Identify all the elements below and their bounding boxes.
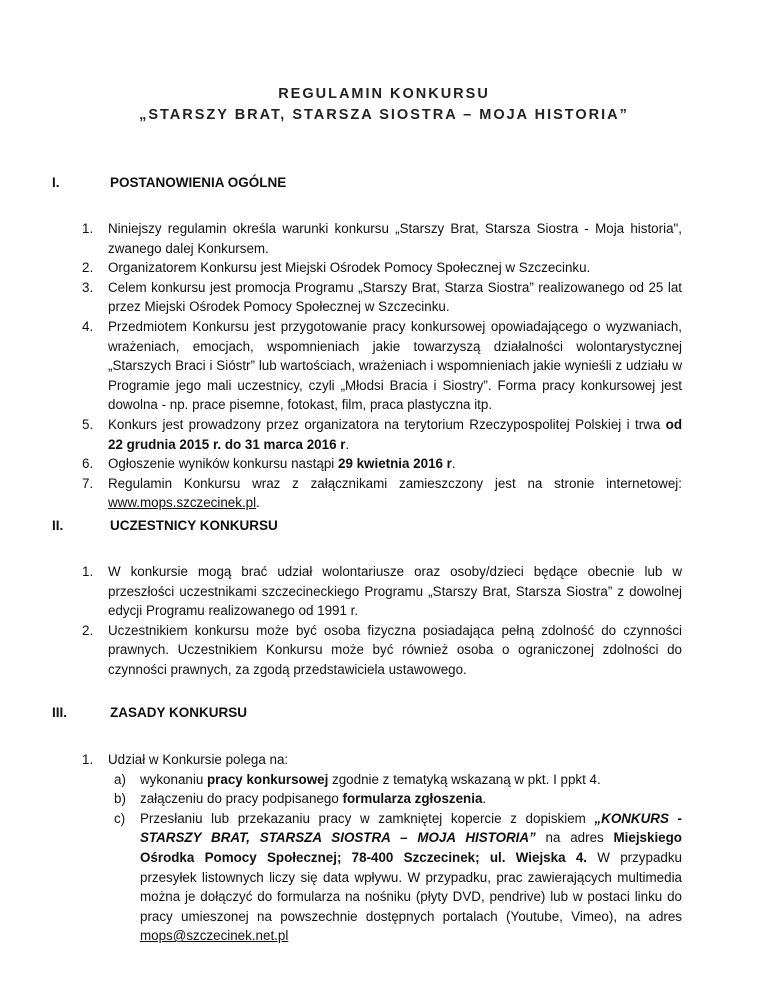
sub-text: Przesłaniu lub przekazaniu pracy w zamkniętej kopercie z dopiskiem [140, 810, 595, 826]
list-item [82, 750, 682, 770]
item-text: Organizatorem Konkursu jest Miejski Ośrodek Pomocy Społecznej w Szczecinku. [108, 260, 591, 276]
item-text: Niniejszy regulamin określa warunki konkursu „Starszy Brat, Starsza Siostra - Moja historia", zwanego dalej Konkursem. [108, 221, 682, 256]
section-3-numeral: III. [52, 705, 68, 720]
section-2-heading: UCZESTNICY KONKURSU [110, 518, 278, 533]
sub-text-end: zgodnie z tematyką wskazaną w pkt. I ppkt 4. [328, 771, 601, 787]
item-text: Przedmiotem Konkursu jest przygotowanie pracy konkursowej opowiadającego o wyzwaniach, wrażeniach, emocjach, wspomnieniach jakie towarzyszą działalności wolontarystycznej „Starszych Braci i Sióstr” lub wartościach, wrażeniach i wspomnieniach jakie wynieśli z udziału w Programie jego mali uczestnicy, czyli „Młodsi Bracia i Siostry”. Forma pracy konkursowej jest dowolna - np. prace pisemne, fotokast, film, praca plastyczna itp. [108, 318, 682, 413]
list-item [82, 621, 682, 680]
list-item [82, 219, 682, 258]
item-text-end: . [256, 495, 260, 511]
item-text: Udział w Konkursie polega na: [108, 752, 289, 767]
sub-text: na adres [535, 830, 614, 846]
item-date: 29 kwietnia 2016 r [338, 456, 452, 472]
sub-text-bold: pracy konkursowej [207, 771, 329, 787]
section-3-heading: ZASADY KONKURSU [110, 705, 248, 720]
list-item [82, 454, 682, 474]
sub-address: Miejskiego Ośrodka Pomocy Społecznej; 78-400 Szczecinek; ul. Wiejska 4. [140, 830, 682, 865]
sublist [82, 770, 682, 946]
list-item [82, 415, 682, 454]
item-text: Ogłoszenie wyników konkursu nastąpi [108, 456, 338, 472]
item-text: W konkursie mogą brać udział wolontariusze oraz osoby/dzieci będące obecnie lub w przeszłości uczestnikami szczecineckiego Programu „Starszy Brat, Starsza Siostra” z dowolnej edycji Programu realizowanego od 1991 r. [108, 564, 682, 619]
document-title-line1: REGULAMIN KONKURSU [278, 86, 490, 102]
sub-text-end: . [482, 791, 487, 807]
list-item [82, 258, 682, 278]
sub-letter: a) [114, 771, 126, 787]
item-number: 3. [82, 279, 94, 295]
sublist-item [114, 809, 682, 946]
list-item [82, 474, 682, 513]
item-text: Konkurs jest prowadzony przez organizatora na terytorium Rzeczypospolitej Polskiej i trwa [108, 416, 666, 432]
sub-text: wykonaniu [140, 771, 207, 787]
item-number: 5. [82, 416, 94, 432]
sub-letter: c) [114, 810, 126, 826]
section-1-numeral: I. [52, 175, 60, 190]
item-text: Celem konkursu jest promocja Programu „Starszy Brat, Starza Siostra” realizowanego od 25 lat przez Miejski Ośrodek Pomocy Społecznej w Szczecinku. [108, 279, 682, 315]
item-number: 1. [82, 752, 94, 767]
sub-text: W przypadku przesyłek listownych liczy się data wpływu. W przypadku, prac zawierających multimedia można je dołączyć do formularza na nośniku (płyty DVD, pendrive) lub w postaci linku do pracy umieszonej na powszechnie dostępnych portalach (Youtube, Vimeo), na adres [140, 849, 682, 924]
sub-letter: b) [114, 791, 126, 807]
section-2-numeral: II. [52, 518, 64, 533]
item-text-end: . [345, 436, 350, 452]
sub-text: załączeniu do pracy podpisanego [140, 791, 343, 807]
list-item [82, 317, 682, 415]
sub-text-bold: formularza zgłoszenia [342, 791, 483, 807]
website-link[interactable]: www.mops.szczecinek.pl [108, 495, 257, 511]
list-item [82, 562, 682, 621]
item-text: Uczestnikiem konkursu może być osoba fizyczna posiadająca pełną zdolność do czynności prawnych. Uczestnikiem Konkursu może być również osoba o ograniczonej zdolności do czynności prawnych, za zgodą przedstawiciela ustawowego. [108, 622, 682, 677]
item-number: 4. [82, 318, 94, 334]
section-1-list [82, 219, 682, 513]
item-number: 1. [82, 564, 94, 579]
section-1-heading: POSTANOWIENIA OGÓLNE [110, 175, 287, 190]
item-number: 7. [82, 475, 94, 491]
section-3-list [82, 750, 682, 946]
list-item [82, 278, 682, 317]
item-text-end: . [451, 456, 456, 472]
sublist-item [114, 789, 682, 809]
document-title-line2: „STARSZY BRAT, STARSZA SIOSTRA – MOJA HISTORIA” [139, 107, 629, 123]
item-number: 1. [82, 221, 94, 236]
item-number: 6. [82, 456, 94, 472]
item-number: 2. [82, 622, 94, 638]
item-dates: od 22 grudnia 2015 r. do 31 marca 2016 r [108, 416, 682, 452]
sublist-item [114, 770, 682, 790]
item-text: Regulamin Konkursu wraz z załącznikami zamieszczony jest na stronie internetowej: [108, 475, 682, 491]
section-2-list [82, 562, 682, 680]
item-number: 2. [82, 260, 94, 276]
email-link[interactable]: mops@szczecinek.net.pl [140, 928, 289, 944]
sub-text-bold-italic: „KONKURS - STARSZY BRAT, STARSZA SIOSTRA – MOJA HISTORIA” [140, 810, 682, 846]
